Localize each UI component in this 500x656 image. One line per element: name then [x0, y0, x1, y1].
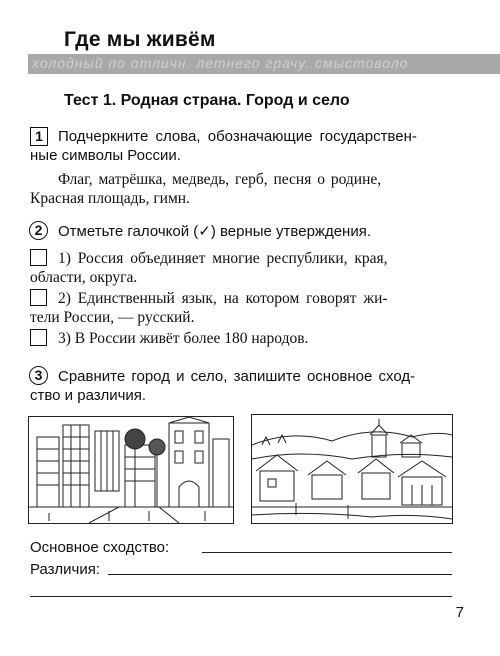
statement3-line1: 3) В России живёт более 180 народов.: [58, 330, 309, 347]
task2-number: 2: [29, 221, 48, 240]
task2-prompt: Отметьте галочкой (✓) верные утверждения.: [58, 223, 371, 240]
statement1-line2: области, округа.: [30, 269, 138, 286]
task1-prompt-line2: ные символы России.: [30, 147, 181, 164]
city-street-icon: [29, 417, 233, 523]
village-illustration: [251, 414, 453, 524]
statement2-line2: тели России, — русский.: [30, 309, 195, 326]
statement3-checkbox[interactable]: [30, 329, 47, 346]
header-band: [28, 54, 500, 74]
differences-label: Различия:: [30, 561, 101, 578]
header-band-text: холодный по отличн. летнего грачу. смыстоволо: [32, 55, 409, 71]
village-icon: [252, 415, 452, 523]
task3-number: 3: [29, 366, 48, 385]
similarity-label: Основное сходство:: [30, 539, 170, 556]
city-street-illustration: [28, 416, 234, 524]
test-title: Тест 1. Родная страна. Город и село: [64, 92, 350, 109]
differences-answer-line-1[interactable]: [108, 574, 452, 575]
task3-prompt-line1: Сравните город и село, запишите основное сход-: [58, 368, 416, 385]
differences-answer-line-2[interactable]: [30, 596, 452, 597]
similarity-answer-line[interactable]: [202, 552, 452, 553]
statement1-checkbox[interactable]: [30, 249, 47, 266]
task1-number: 1: [30, 127, 48, 146]
task1-words-line1[interactable]: Флаг, матрёшка, медведь, герб, песня о родине,: [58, 171, 382, 188]
statement1-line1: 1) Россия объединяет многие республики, края,: [58, 250, 388, 267]
task1-words-line2[interactable]: Красная площадь, гимн.: [30, 190, 190, 207]
statement2-line1: 2) Единственный язык, на котором говорят жи-: [58, 290, 388, 307]
statement2-checkbox[interactable]: [30, 289, 47, 306]
page-number: 7: [455, 604, 464, 621]
section-title: Где мы живём: [64, 28, 216, 51]
task1-prompt-line1: Подчеркните слова, обозначающие государствен-: [58, 128, 417, 145]
page-margin: [0, 0, 28, 656]
task3-prompt-line2: ство и различия.: [30, 387, 147, 404]
